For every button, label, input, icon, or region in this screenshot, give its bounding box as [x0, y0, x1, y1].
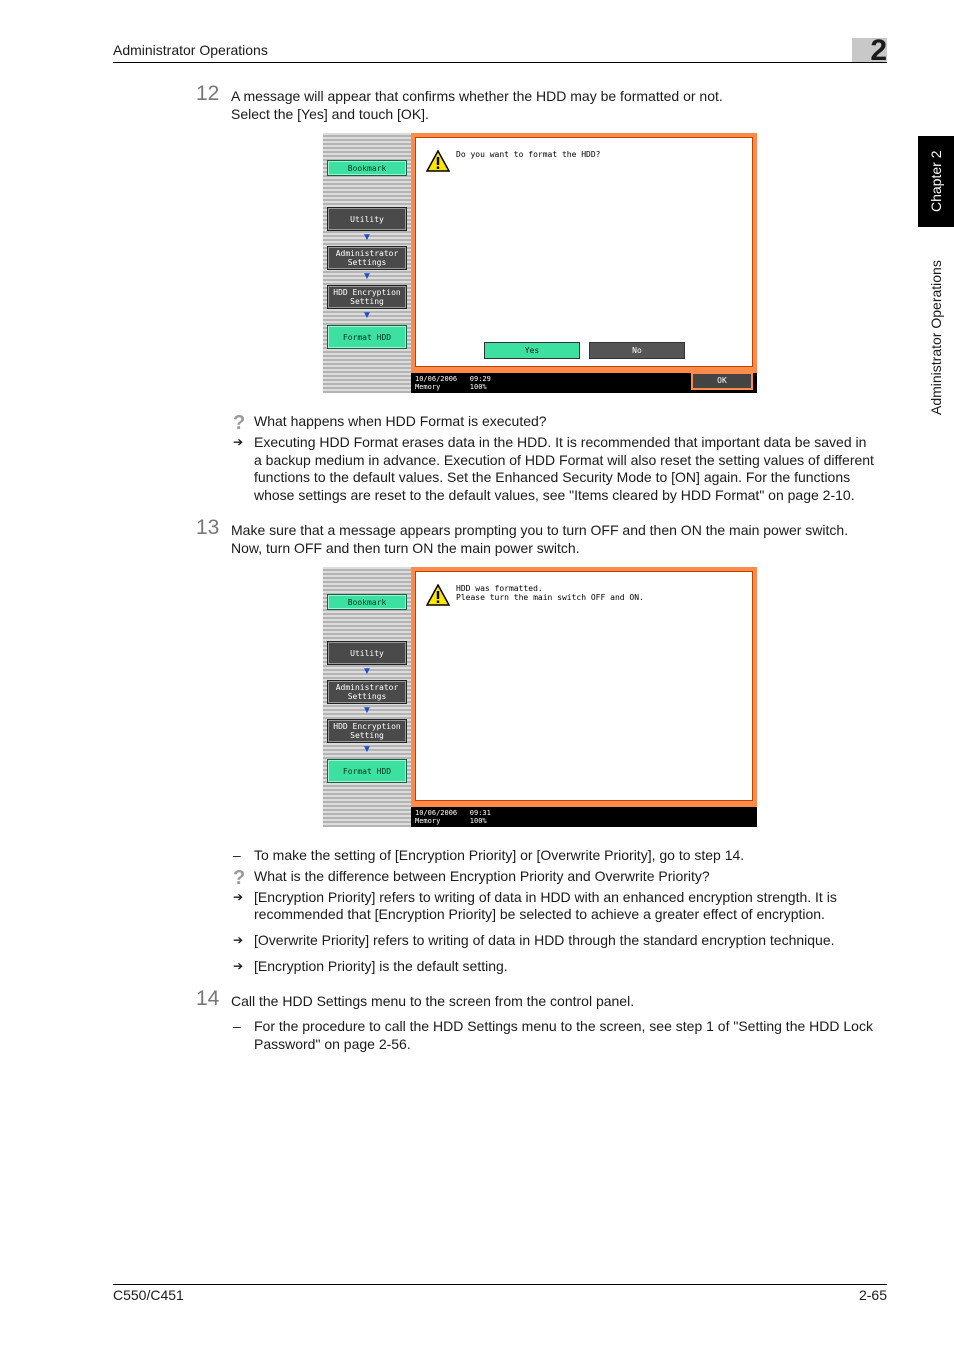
format-hdd-button[interactable]: Format HDD	[327, 325, 407, 349]
arrow-icon: ➔	[233, 435, 244, 449]
dialog-area	[411, 133, 757, 393]
answer-text: [Overwrite Priority] refers to writing of data in HDD through the standard encryption technique.	[254, 932, 835, 948]
screenshot-format-complete	[323, 567, 757, 827]
answer-text: recommended that [Encryption Priority] be selected to achieve a greater effect of encryption.	[254, 906, 825, 922]
instruction-text: Password" on page 2-56.	[254, 1036, 411, 1052]
footer-rule	[113, 1284, 887, 1285]
administrator-settings-button[interactable]: Administrator Settings	[327, 680, 407, 704]
screenshot-format-confirm	[323, 133, 757, 393]
step-text: Make sure that a message appears prompting you to turn OFF and then ON the main power switch.	[231, 522, 849, 538]
instruction-text: For the procedure to call the HDD Settings menu to the screen, see step 1 of "Setting the HDD Lock	[254, 1018, 873, 1034]
arrow-down-icon: ▼	[362, 744, 372, 755]
dialog-message: Do you want to format the HDD?	[456, 150, 601, 159]
status-bar	[411, 373, 757, 393]
no-button[interactable]: No	[589, 342, 685, 359]
status-datetime: 10/06/2006 09:31 Memory 100%	[415, 809, 491, 825]
dash-bullet: –	[233, 1018, 241, 1034]
warning-icon	[426, 584, 450, 606]
message-dialog	[415, 137, 753, 367]
arrow-icon: ➔	[233, 933, 244, 947]
hdd-encryption-setting-button[interactable]: HDD Encryption Setting	[327, 285, 407, 309]
step-text: Call the HDD Settings menu to the screen from the control panel.	[231, 993, 635, 1009]
arrow-down-icon: ▼	[362, 271, 372, 282]
hdd-encryption-setting-button[interactable]: HDD Encryption Setting	[327, 719, 407, 743]
answer-text: a backup medium in advance. Execution of HDD Format will also reset the setting values of different	[254, 452, 874, 468]
dialog-message: HDD was formatted. Please turn the main switch OFF and ON.	[456, 584, 644, 602]
instruction-text: To make the setting of [Encryption Priority] or [Overwrite Priority], go to step 14.	[254, 847, 745, 863]
step-number: 12	[196, 82, 220, 105]
warning-icon	[426, 150, 450, 172]
question-text: What is the difference between Encryption Priority and Overwrite Priority?	[254, 868, 710, 884]
dialog-area	[411, 567, 757, 827]
question-icon: ?	[233, 412, 246, 434]
status-bar	[411, 807, 757, 827]
answer-text: [Encryption Priority] is the default setting.	[254, 958, 508, 974]
step-text: A message will appear that confirms whether the HDD may be formatted or not.	[231, 88, 723, 104]
yes-button[interactable]: Yes	[484, 342, 580, 359]
section-tab-label: Administrator Operations	[928, 260, 944, 416]
status-datetime: 10/06/2006 09:29 Memory 100%	[415, 375, 491, 391]
step-text: Now, turn OFF and then turn ON the main power switch.	[231, 540, 580, 556]
utility-button[interactable]: Utility	[327, 641, 407, 665]
footer-model: C550/C451	[113, 1287, 184, 1303]
step-text: Select the [Yes] and touch [OK].	[231, 106, 429, 122]
step-number: 13	[196, 516, 220, 539]
message-dialog	[415, 571, 753, 801]
arrow-down-icon: ▼	[362, 232, 372, 243]
chapter-tab-label: Chapter 2	[928, 150, 944, 213]
chapter-number: 2	[870, 34, 887, 67]
bookmark-button[interactable]: Bookmark	[327, 160, 407, 176]
answer-text: whose settings are reset to the default values, see "Items cleared by HDD Format" on page 2-10.	[254, 487, 855, 503]
arrow-down-icon: ▼	[362, 666, 372, 677]
answer-text: functions to the default values. Set the Enhanced Security Mode to [ON] again. For the functions	[254, 469, 851, 485]
arrow-icon: ➔	[233, 890, 244, 904]
administrator-settings-button[interactable]: Administrator Settings	[327, 246, 407, 270]
bookmark-button[interactable]: Bookmark	[327, 594, 407, 610]
question-icon: ?	[233, 867, 246, 889]
answer-text: [Encryption Priority] refers to writing of data in HDD with an enhanced encryption strength. It is	[254, 889, 837, 905]
step-number: 14	[196, 987, 220, 1010]
footer-page-number: 2-65	[858, 1287, 887, 1303]
utility-button[interactable]: Utility	[327, 207, 407, 231]
answer-text: Executing HDD Format erases data in the HDD. It is recommended that important data be saved in	[254, 434, 867, 450]
arrow-icon: ➔	[233, 959, 244, 973]
dash-bullet: –	[233, 847, 241, 863]
ok-button[interactable]: OK	[691, 372, 753, 390]
arrow-down-icon: ▼	[362, 310, 372, 321]
running-header: Administrator Operations	[113, 42, 268, 58]
header-rule	[113, 62, 887, 63]
format-hdd-button[interactable]: Format HDD	[327, 759, 407, 783]
arrow-down-icon: ▼	[362, 705, 372, 716]
question-text: What happens when HDD Format is executed?	[254, 413, 547, 429]
